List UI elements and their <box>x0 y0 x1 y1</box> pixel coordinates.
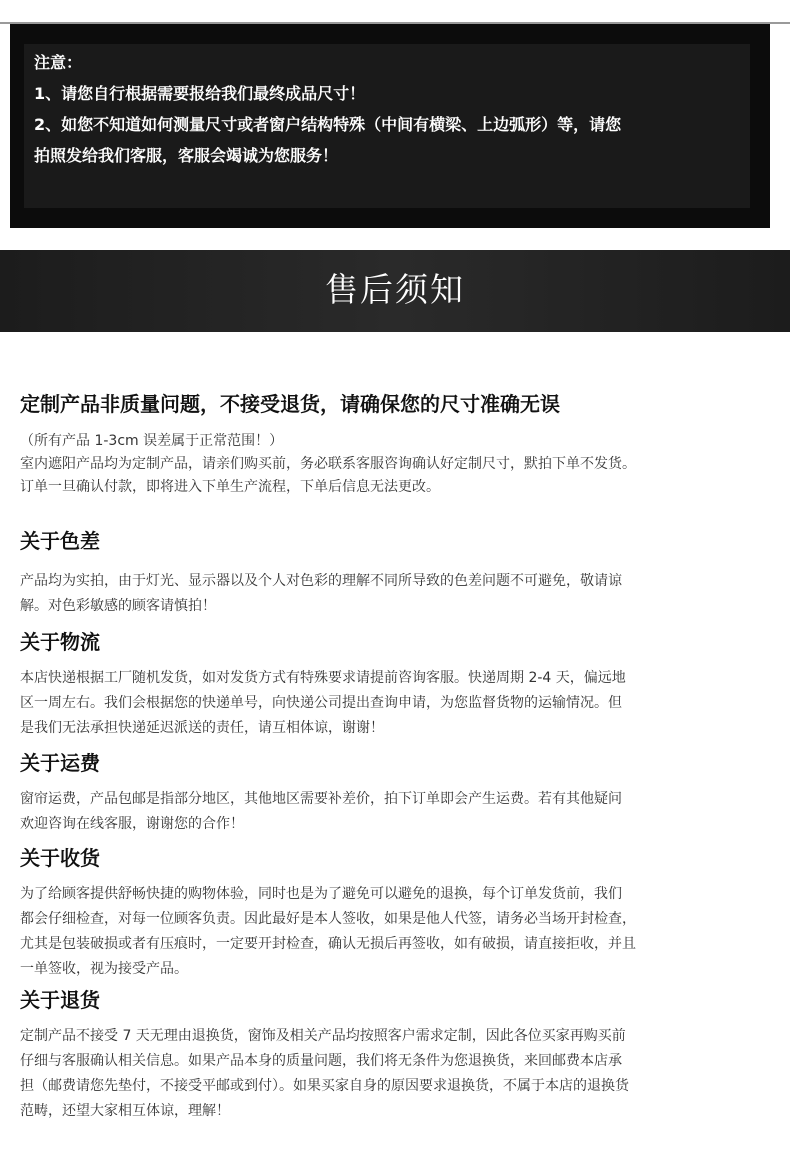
section-heading: 关于色差 <box>20 529 100 553</box>
banner-title: 售后须知 <box>325 270 465 309</box>
section-returns <box>20 980 770 1124</box>
section-line: 尤其是包装破损或者有压痕时，一定要开封检查，确认无损后再签收，如有破损，请直接拒收，并且 <box>20 936 636 952</box>
section-heading: 关于收货 <box>20 846 100 870</box>
section-heading: 关于物流 <box>20 630 100 654</box>
section-line: 区一周左右。我们会根据您的快递单号，向快递公司提出查询申请，为您监督货物的运输情况。但 <box>20 695 622 711</box>
section-line: 范畴，还望大家相互体谅，理解！ <box>20 1103 230 1119</box>
section-logistics <box>20 622 770 741</box>
intro-text <box>20 430 770 499</box>
after-sales-content <box>20 386 770 1119</box>
notice-line-2: 2、如您不知道如何测量尺寸或者窗户结构特殊（中间有横梁、上边弧形）等，请您 <box>34 115 622 134</box>
section-heading: 关于运费 <box>20 751 100 775</box>
section-line: 为了给顾客提供舒畅快捷的购物体验，同时也是为了避免可以避免的退换，每个订单发货前，我们 <box>20 886 622 902</box>
section-line: 都会仔细检查，对每一位顾客负责。因此最好是本人签收，如果是他人代签，请务必当场开封检查， <box>20 911 636 927</box>
notice-title: 注意： <box>34 53 83 72</box>
section-shipping-fee <box>20 743 770 837</box>
section-line: 是我们无法承担快递延迟派送的责任，请互相体谅，谢谢！ <box>20 720 384 736</box>
section-line: 一单签收，视为接受产品。 <box>20 961 188 977</box>
notice-line-3: 拍照发给我们客服，客服会竭诚为您服务！ <box>34 146 339 165</box>
section-line: 本店快递根据工厂随机发货，如对发货方式有特殊要求请提前咨询客服。快递周期 2-4 天，偏远地 <box>20 670 626 686</box>
intro-line-2: 室内遮阳产品均为定制产品，请亲们购买前，务必联系客服咨询确认好定制尺寸，默拍下单不发货。 <box>20 456 636 472</box>
section-color-difference <box>20 521 770 619</box>
intro-line-1: （所有产品 1-3cm 误差属于正常范围！） <box>20 433 284 449</box>
section-heading: 关于退货 <box>20 988 100 1012</box>
notice-line-1: 1、请您自行根据需要报给我们最终成品尺寸！ <box>34 84 366 103</box>
section-line: 窗帘运费，产品包邮是指部分地区，其他地区需要补差价，拍下订单即会产生运费。若有其他疑问 <box>20 791 622 807</box>
section-line: 定制产品不接受 7 天无理由退换货，窗饰及相关产品均按照客户需求定制，因此各位买家再购买前 <box>20 1028 626 1044</box>
section-line: 欢迎咨询在线客服，谢谢您的合作！ <box>20 816 244 832</box>
notice-panel <box>24 44 750 208</box>
intro-headline: 定制产品非质量问题，不接受退货，请确保您的尺寸准确无误 <box>20 392 560 416</box>
intro-line-3: 订单一旦确认付款，即将进入下单生产流程，下单后信息无法更改。 <box>20 479 440 495</box>
after-sales-banner <box>0 250 790 332</box>
section-line: 解。对色彩敏感的顾客请慎拍！ <box>20 598 216 614</box>
section-line: 产品均为实拍，由于灯光、显示器以及个人对色彩的理解不同所导致的色差问题不可避免，敬请谅 <box>20 573 622 589</box>
top-strip <box>0 0 790 22</box>
section-line: 担（邮费请您先垫付，不接受平邮或到付）。如果买家自身的原因要求退换货，不属于本店的退换货 <box>20 1078 629 1094</box>
section-line: 仔细与客服确认相关信息。如果产品本身的质量问题，我们将无条件为您退换货，来回邮费本店承 <box>20 1053 622 1069</box>
section-receiving <box>20 838 770 982</box>
notice-box <box>10 24 770 228</box>
